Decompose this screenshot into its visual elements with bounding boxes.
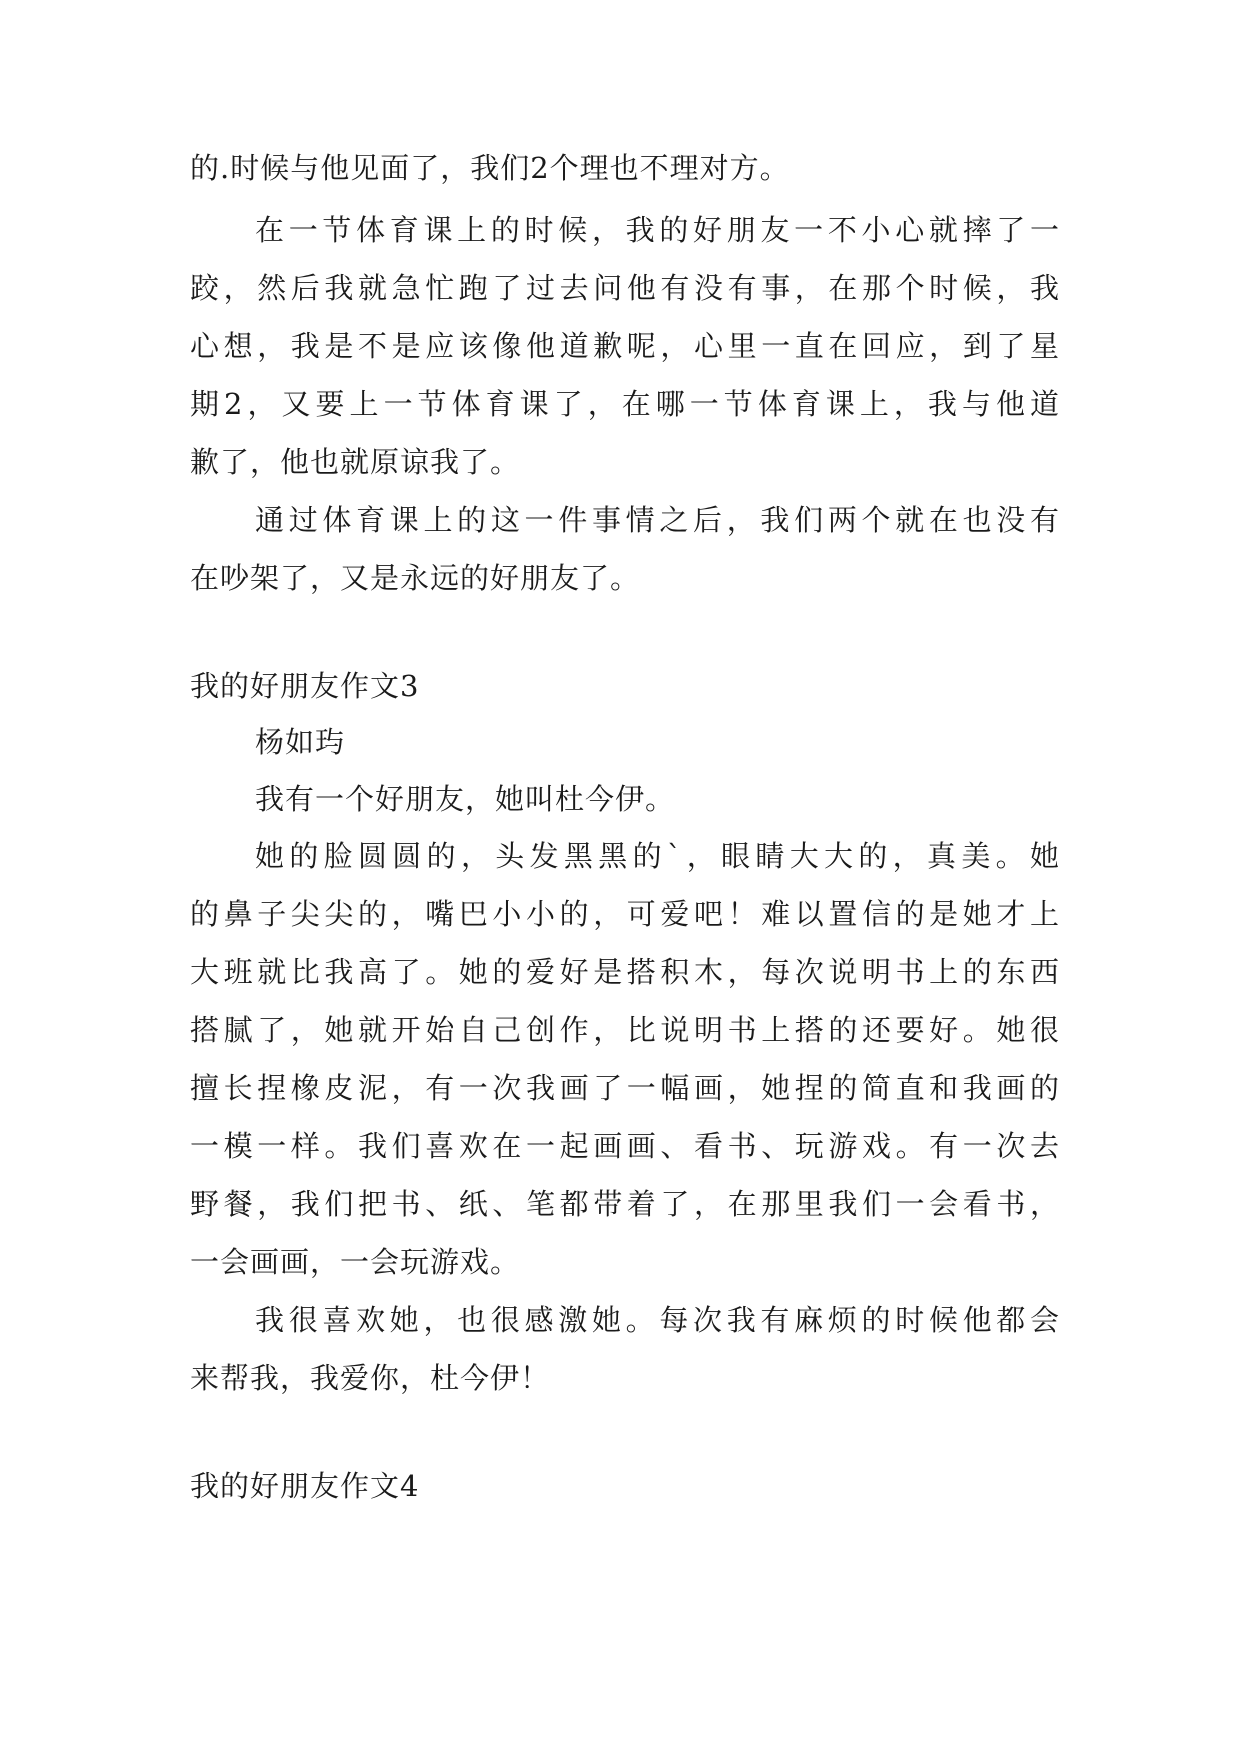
paragraph-line: 歉了，他也就原谅我了。 <box>190 445 521 479</box>
paragraph-line: 我很喜欢她，也很感激她。每次我有麻烦的时候他都会 <box>255 1303 1060 1337</box>
paragraph-line: 大班就比我高了。她的爱好是搭积木，每次说明书上的东西 <box>190 955 1060 989</box>
paragraph-line: 心想，我是不是应该像他道歉呢，心里一直在回应，到了星 <box>190 329 1060 363</box>
paragraph-line: 我有一个好朋友，她叫杜今伊。 <box>255 782 676 816</box>
paragraph-line: 一模一样。我们喜欢在一起画画、看书、玩游戏。有一次去 <box>190 1129 1060 1163</box>
paragraph-line: 在吵架了，又是永远的好朋友了。 <box>190 561 641 595</box>
section-heading: 我的好朋友作文4 <box>190 1469 420 1503</box>
paragraph-line: 的鼻子尖尖的，嘴巴小小的，可爱吧！难以置信的是她才上 <box>190 897 1060 931</box>
paragraph-line: 的.时候与他见面了，我们2个理也不理对方。 <box>190 151 790 185</box>
author-name: 杨如玙 <box>255 725 346 759</box>
paragraph-line: 擅长捏橡皮泥，有一次我画了一幅画，她捏的简直和我画的 <box>190 1071 1060 1105</box>
paragraph-line: 野餐，我们把书、纸、笔都带着了，在那里我们一会看书， <box>190 1187 1060 1221</box>
paragraph-line: 期2，又要上一节体育课了，在哪一节体育课上，我与他道 <box>190 387 1060 421</box>
paragraph-line: 通过体育课上的这一件事情之后，我们两个就在也没有 <box>255 503 1060 537</box>
paragraph-line: 她的脸圆圆的，头发黑黑的`，眼睛大大的，真美。她 <box>255 839 1060 873</box>
paragraph-line: 来帮我，我爱你，杜今伊！ <box>190 1361 551 1395</box>
paragraph-line: 搭腻了，她就开始自己创作，比说明书上搭的还要好。她很 <box>190 1013 1060 1047</box>
section-heading: 我的好朋友作文3 <box>190 669 420 703</box>
paragraph-line: 在一节体育课上的时候，我的好朋友一不小心就摔了一 <box>255 213 1060 247</box>
paragraph-line: 跤，然后我就急忙跑了过去问他有没有事，在那个时候，我 <box>190 271 1060 305</box>
paragraph-line: 一会画画，一会玩游戏。 <box>190 1245 521 1279</box>
